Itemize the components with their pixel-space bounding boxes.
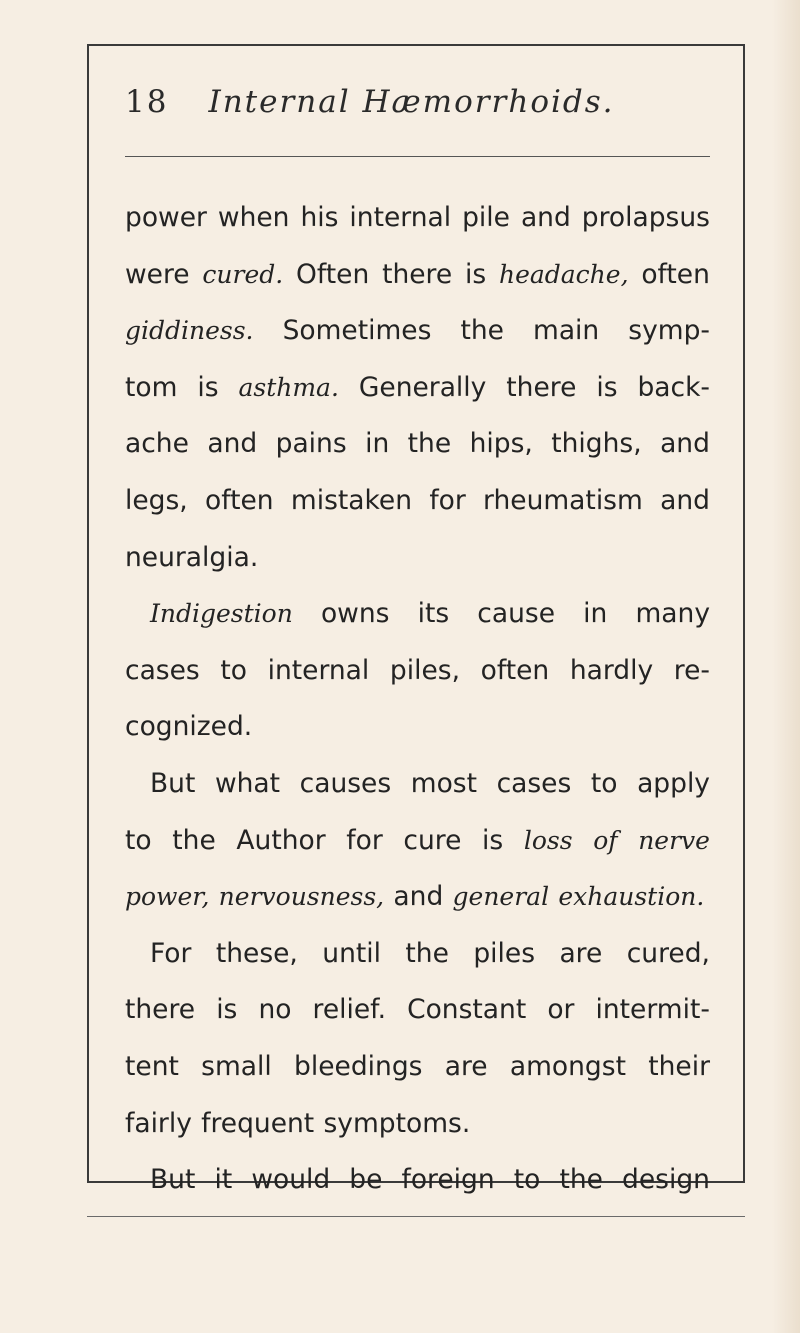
word: is <box>596 371 618 403</box>
word: were <box>125 258 190 290</box>
word: and <box>393 881 444 913</box>
word: to <box>220 654 247 686</box>
word: to <box>125 824 152 856</box>
word: causes <box>299 767 392 799</box>
page-edge-shadow <box>772 0 800 1333</box>
word: foreign <box>401 1164 495 1196</box>
word: cases <box>496 767 572 799</box>
word: thighs, <box>551 428 642 460</box>
word: there <box>382 258 453 290</box>
word: cured, <box>626 937 710 969</box>
word: hardly <box>569 654 654 686</box>
text-line <box>125 643 710 700</box>
word: tom <box>125 371 178 403</box>
italic-word: exhaustion. <box>558 882 705 912</box>
word: or <box>547 994 575 1026</box>
word: intermit- <box>595 994 710 1026</box>
italic-word: headache, <box>498 259 629 289</box>
word: internal <box>267 654 370 686</box>
word: is <box>482 824 504 856</box>
word: But <box>150 1164 196 1196</box>
italic-word: nerve <box>638 825 710 855</box>
word: are <box>444 1050 488 1082</box>
word: to <box>590 767 618 799</box>
text-line <box>125 869 710 926</box>
word: their <box>648 1050 710 1082</box>
word: his <box>300 202 339 233</box>
italic-word: of <box>593 825 618 855</box>
word: piles <box>473 937 536 969</box>
word: often <box>480 654 550 686</box>
word: until <box>322 937 381 969</box>
text-line <box>125 982 710 1039</box>
word: apply <box>637 767 710 799</box>
text-line <box>125 303 710 360</box>
word: pains <box>275 428 347 460</box>
word: symp- <box>628 315 710 347</box>
word: main <box>533 315 600 347</box>
word: and <box>660 484 710 516</box>
text-line <box>125 1152 710 1209</box>
word: in <box>365 428 390 460</box>
word: for <box>429 484 466 516</box>
word: the <box>460 315 504 347</box>
word: it <box>214 1164 233 1196</box>
word: what <box>214 767 281 799</box>
text-line <box>125 530 710 587</box>
running-title: Internal Hæmorrhoids. <box>208 84 615 120</box>
word: is <box>216 994 238 1026</box>
word: the <box>405 937 449 969</box>
word: and <box>660 428 710 460</box>
text-line <box>125 416 710 473</box>
word: design <box>622 1164 710 1196</box>
word: Generally <box>358 371 487 403</box>
word: and <box>520 202 571 233</box>
italic-word: nervousness, <box>218 882 385 912</box>
italic-word: asthma. <box>238 372 339 402</box>
word: many <box>635 598 710 630</box>
word: For <box>150 937 192 969</box>
word: ache <box>125 428 189 460</box>
word: be <box>349 1164 383 1196</box>
text-line <box>125 586 710 643</box>
word: its <box>417 598 450 630</box>
word: cure <box>403 824 462 856</box>
word: is <box>464 258 487 290</box>
word: are <box>559 937 603 969</box>
word: hips, <box>469 428 533 460</box>
word: the <box>407 428 452 460</box>
word: re- <box>673 654 710 686</box>
word: there <box>125 994 196 1026</box>
italic-word: loss <box>523 825 573 855</box>
word: the <box>559 1164 603 1196</box>
word: often <box>641 258 710 290</box>
word: Often <box>296 258 370 290</box>
word: mistaken <box>290 484 413 516</box>
running-header <box>125 84 710 146</box>
word: to <box>513 1164 541 1196</box>
text-line <box>125 247 710 304</box>
word: often <box>205 484 274 516</box>
body-text <box>125 190 710 1209</box>
text-line <box>125 1039 710 1096</box>
word: internal <box>349 202 452 233</box>
word: the <box>172 824 216 856</box>
word: amongst <box>509 1050 626 1082</box>
page-number: 18 <box>125 84 169 120</box>
word: But <box>150 767 196 799</box>
word: piles, <box>389 654 460 686</box>
text-line <box>125 926 710 983</box>
text-line <box>125 473 710 530</box>
bottom-rule-secondary <box>87 1216 745 1217</box>
word: frequent <box>201 1107 315 1139</box>
word: legs, <box>125 484 188 516</box>
text-line <box>125 699 710 756</box>
word: most <box>410 767 477 799</box>
word: there <box>506 371 577 403</box>
text-line <box>125 756 710 813</box>
word: and <box>207 428 258 460</box>
word: when <box>217 202 290 233</box>
text-line <box>125 360 710 417</box>
italic-word: general <box>452 882 550 912</box>
word: power <box>125 202 207 233</box>
italic-word: power, <box>125 882 210 912</box>
word: small <box>201 1050 272 1082</box>
word: prolapsus <box>581 202 710 233</box>
word: Sometimes <box>282 315 432 347</box>
word: pile <box>462 202 510 233</box>
italic-word: Indigestion <box>150 599 293 629</box>
word: cognized. <box>125 711 253 743</box>
word: tent <box>125 1050 179 1082</box>
word: symptoms. <box>323 1107 471 1139</box>
text-line <box>125 190 710 247</box>
word: no <box>258 994 292 1026</box>
word: owns <box>320 598 390 630</box>
text-line <box>125 1096 710 1153</box>
word: relief. <box>312 994 387 1026</box>
word: fairly <box>125 1107 192 1139</box>
word: would <box>251 1164 331 1196</box>
word: cases <box>125 654 200 686</box>
italic-word: cured. <box>202 259 284 289</box>
word: for <box>346 824 383 856</box>
italic-word: giddiness. <box>125 316 254 346</box>
word: these, <box>215 937 298 969</box>
header-rule <box>125 156 710 157</box>
text-line <box>125 813 710 870</box>
word: in <box>583 598 608 630</box>
word: back- <box>637 371 710 403</box>
word: Constant <box>407 994 527 1026</box>
word: cause <box>477 598 556 630</box>
word: rheumatism <box>483 484 643 516</box>
word: Author <box>236 824 326 856</box>
word: neuralgia. <box>125 541 259 573</box>
word: bleedings <box>294 1050 423 1082</box>
word: is <box>197 371 219 403</box>
